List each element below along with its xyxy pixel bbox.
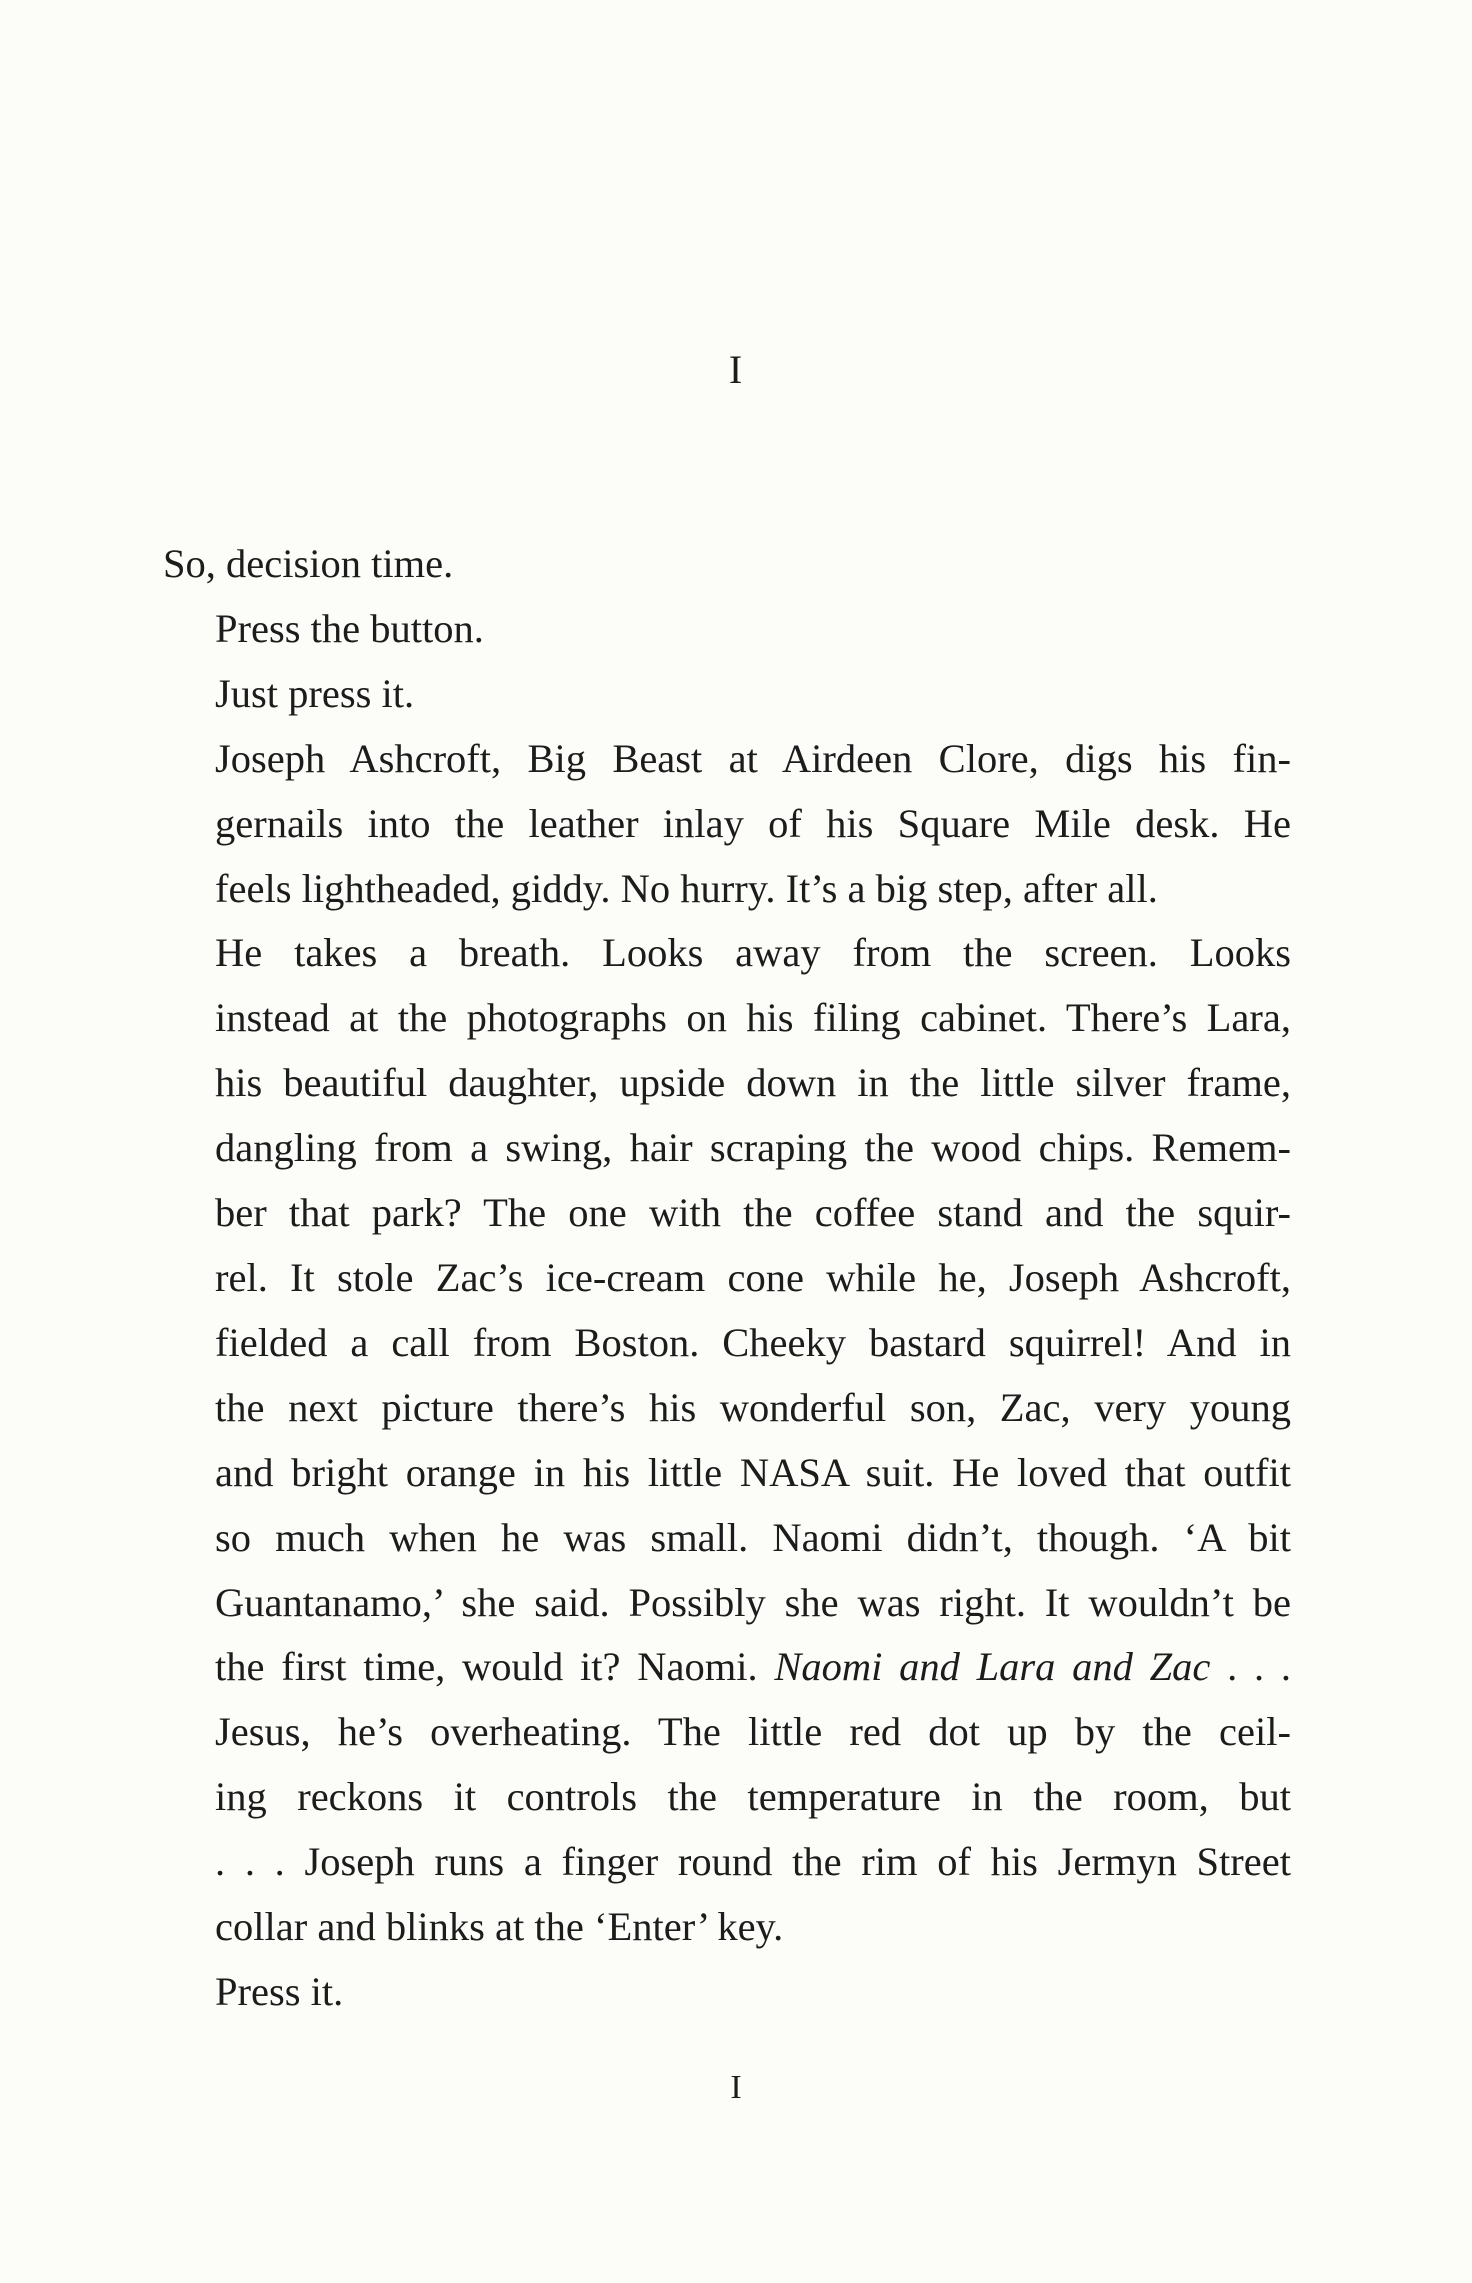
text-line: ing reckons it controls the temperature in the room, but [215, 1774, 1291, 1820]
paragraph-4 [163, 727, 1291, 922]
paragraph-3 [163, 662, 1291, 727]
text-line: rel. It stole Zac’s ice-cream cone while he, Joseph Ashcroft, [215, 1254, 1291, 1300]
paragraph-1 [163, 532, 1291, 597]
text-line: So, decision time. [163, 541, 454, 586]
chapter-body [163, 532, 1291, 2025]
text-line: Jesus, he’s overheating. The little red dot up by the ceil- [215, 1709, 1291, 1755]
text-line: and bright orange in his little NASA suit. He loved that outfit [215, 1449, 1291, 1495]
text-line: collar and blinks at the ‘Enter’ key. [215, 1904, 784, 1950]
paragraph-2 [163, 597, 1291, 662]
paragraph-5 [163, 921, 1291, 1700]
text-line: feels lightheaded, giddy. No hurry. It’s a big step, after all. [215, 865, 1158, 911]
text-line: the next picture there’s his wonderful son, Zac, very young [215, 1384, 1291, 1430]
text-line: Guantanamo,’ she said. Possibly she was right. It wouldn’t be [215, 1579, 1291, 1625]
chapter-number: I [728, 347, 744, 392]
text-line: gernails into the leather inlay of his Square Mile desk. He [215, 800, 1291, 846]
text-line: Press it. [215, 1968, 344, 2014]
paragraph-7 [163, 1960, 1291, 2025]
text-line: He takes a breath. Looks away from the screen. Looks [215, 930, 1291, 976]
ellipsis-text-run: . . . [1210, 1644, 1291, 1690]
text-line: dangling from a swing, hair scraping the wood chips. Remem- [215, 1125, 1291, 1171]
text-line: . . . Joseph runs a finger round the rim of his Jermyn Street [215, 1839, 1291, 1885]
text-line: fielded a call from Boston. Cheeky bastard squirrel! And in [215, 1319, 1291, 1365]
text-line: so much when he was small. Naomi didn’t, though. ‘A bit [215, 1514, 1291, 1560]
text-line: Press the button. [215, 605, 484, 651]
text-line-mixed [163, 1635, 1291, 1700]
text-line: ber that park? The one with the coffee stand and the squir- [215, 1190, 1291, 1236]
page-number: I [730, 2069, 742, 2106]
text-line: Joseph Ashcroft, Big Beast at Airdeen Clore, digs his fin- [215, 735, 1291, 781]
text-line: Just press it. [215, 670, 415, 716]
text-line: instead at the photographs on his filing cabinet. There’s Lara, [215, 995, 1291, 1041]
paragraph-6 [163, 1700, 1291, 1960]
text-line: his beautiful daughter, upside down in the little silver frame, [215, 1060, 1291, 1106]
italic-text-run: Naomi and Lara and Zac [774, 1644, 1211, 1690]
text-run: the first time, would it? Naomi. [215, 1644, 758, 1690]
